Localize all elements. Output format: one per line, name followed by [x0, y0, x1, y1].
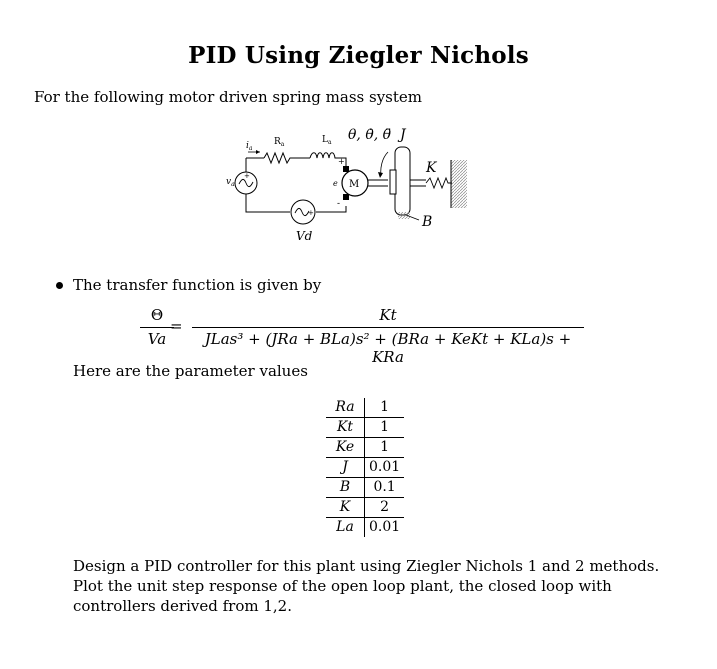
la-label: $L_a$: [322, 135, 332, 146]
table-row: [326, 498, 404, 518]
rotation-arrow: [381, 152, 388, 176]
lhs-denominator: Va: [147, 330, 167, 348]
table-row: [326, 418, 404, 438]
params-intro: Here are the parameter values: [73, 362, 308, 380]
svg-text:M: M: [349, 179, 360, 190]
intro-text: For the following motor driven spring mass system: [34, 88, 422, 106]
param-value: 1: [380, 399, 390, 415]
param-value: 1: [365, 438, 405, 458]
rhs-fraction: [192, 306, 584, 366]
param-name: La: [326, 518, 365, 538]
table-row: [326, 458, 404, 478]
k-label: K: [426, 160, 437, 176]
svg-text:-: -: [337, 199, 341, 209]
equals-sign: =: [170, 317, 183, 335]
design-instructions: Design a PID controller for this plant using Ziegler Nichols 1 and 2 methods. Plot the unit step response of the open loop plant, the closed loop with controllers derived from 1,2.: [73, 557, 660, 615]
param-name: Ra: [326, 398, 365, 418]
rhs-numerator: Kt: [379, 306, 397, 324]
svg-text:+: +: [308, 209, 314, 217]
e-label: e: [333, 179, 338, 188]
parameter-table: [326, 398, 404, 537]
va-label: $v_a$: [226, 177, 235, 188]
resistor-ra: [264, 153, 310, 163]
theta-label: θ, θ̇, θ̈: [348, 127, 392, 143]
param-value: 0.1: [365, 478, 405, 498]
b-label: B: [422, 214, 433, 230]
spring-k: [426, 178, 452, 188]
svg-text:+: +: [338, 157, 345, 166]
param-name: K: [326, 498, 365, 518]
j-label: J: [400, 127, 406, 143]
vd-label: Vd: [296, 229, 313, 243]
bullet-text: The transfer function is given by: [73, 276, 322, 294]
param-value: 0.01: [365, 518, 405, 538]
motor-spring-diagram: [220, 122, 480, 247]
param-value: 0.01: [365, 458, 405, 478]
table-row: [326, 518, 404, 538]
ra-label: $R_a$: [274, 137, 285, 148]
table-row: [326, 438, 404, 458]
ia-label: $i_a$: [246, 141, 253, 152]
lhs-numerator: Θ: [150, 306, 164, 324]
param-name: B: [326, 478, 365, 498]
bullet-item: [56, 276, 321, 294]
bullet-dot: [56, 282, 63, 289]
inertia-disk: [395, 147, 410, 215]
table-row: [326, 398, 404, 418]
param-name: Kt: [326, 418, 365, 438]
param-name: J: [326, 458, 365, 478]
wall: [451, 160, 467, 208]
lhs-fraction: [140, 306, 174, 348]
table-row: [326, 478, 404, 498]
page-title: PID Using Ziegler Nichols: [188, 42, 529, 69]
rhs-denominator: JLas³ + (JRa + BLa)s² + (BRa + KeKt + KLa)s + KRa: [204, 330, 572, 366]
param-name: Ke: [326, 438, 365, 458]
param-value: 2: [365, 498, 405, 518]
svg-text:+: +: [244, 172, 250, 180]
param-value: 1: [365, 418, 405, 438]
